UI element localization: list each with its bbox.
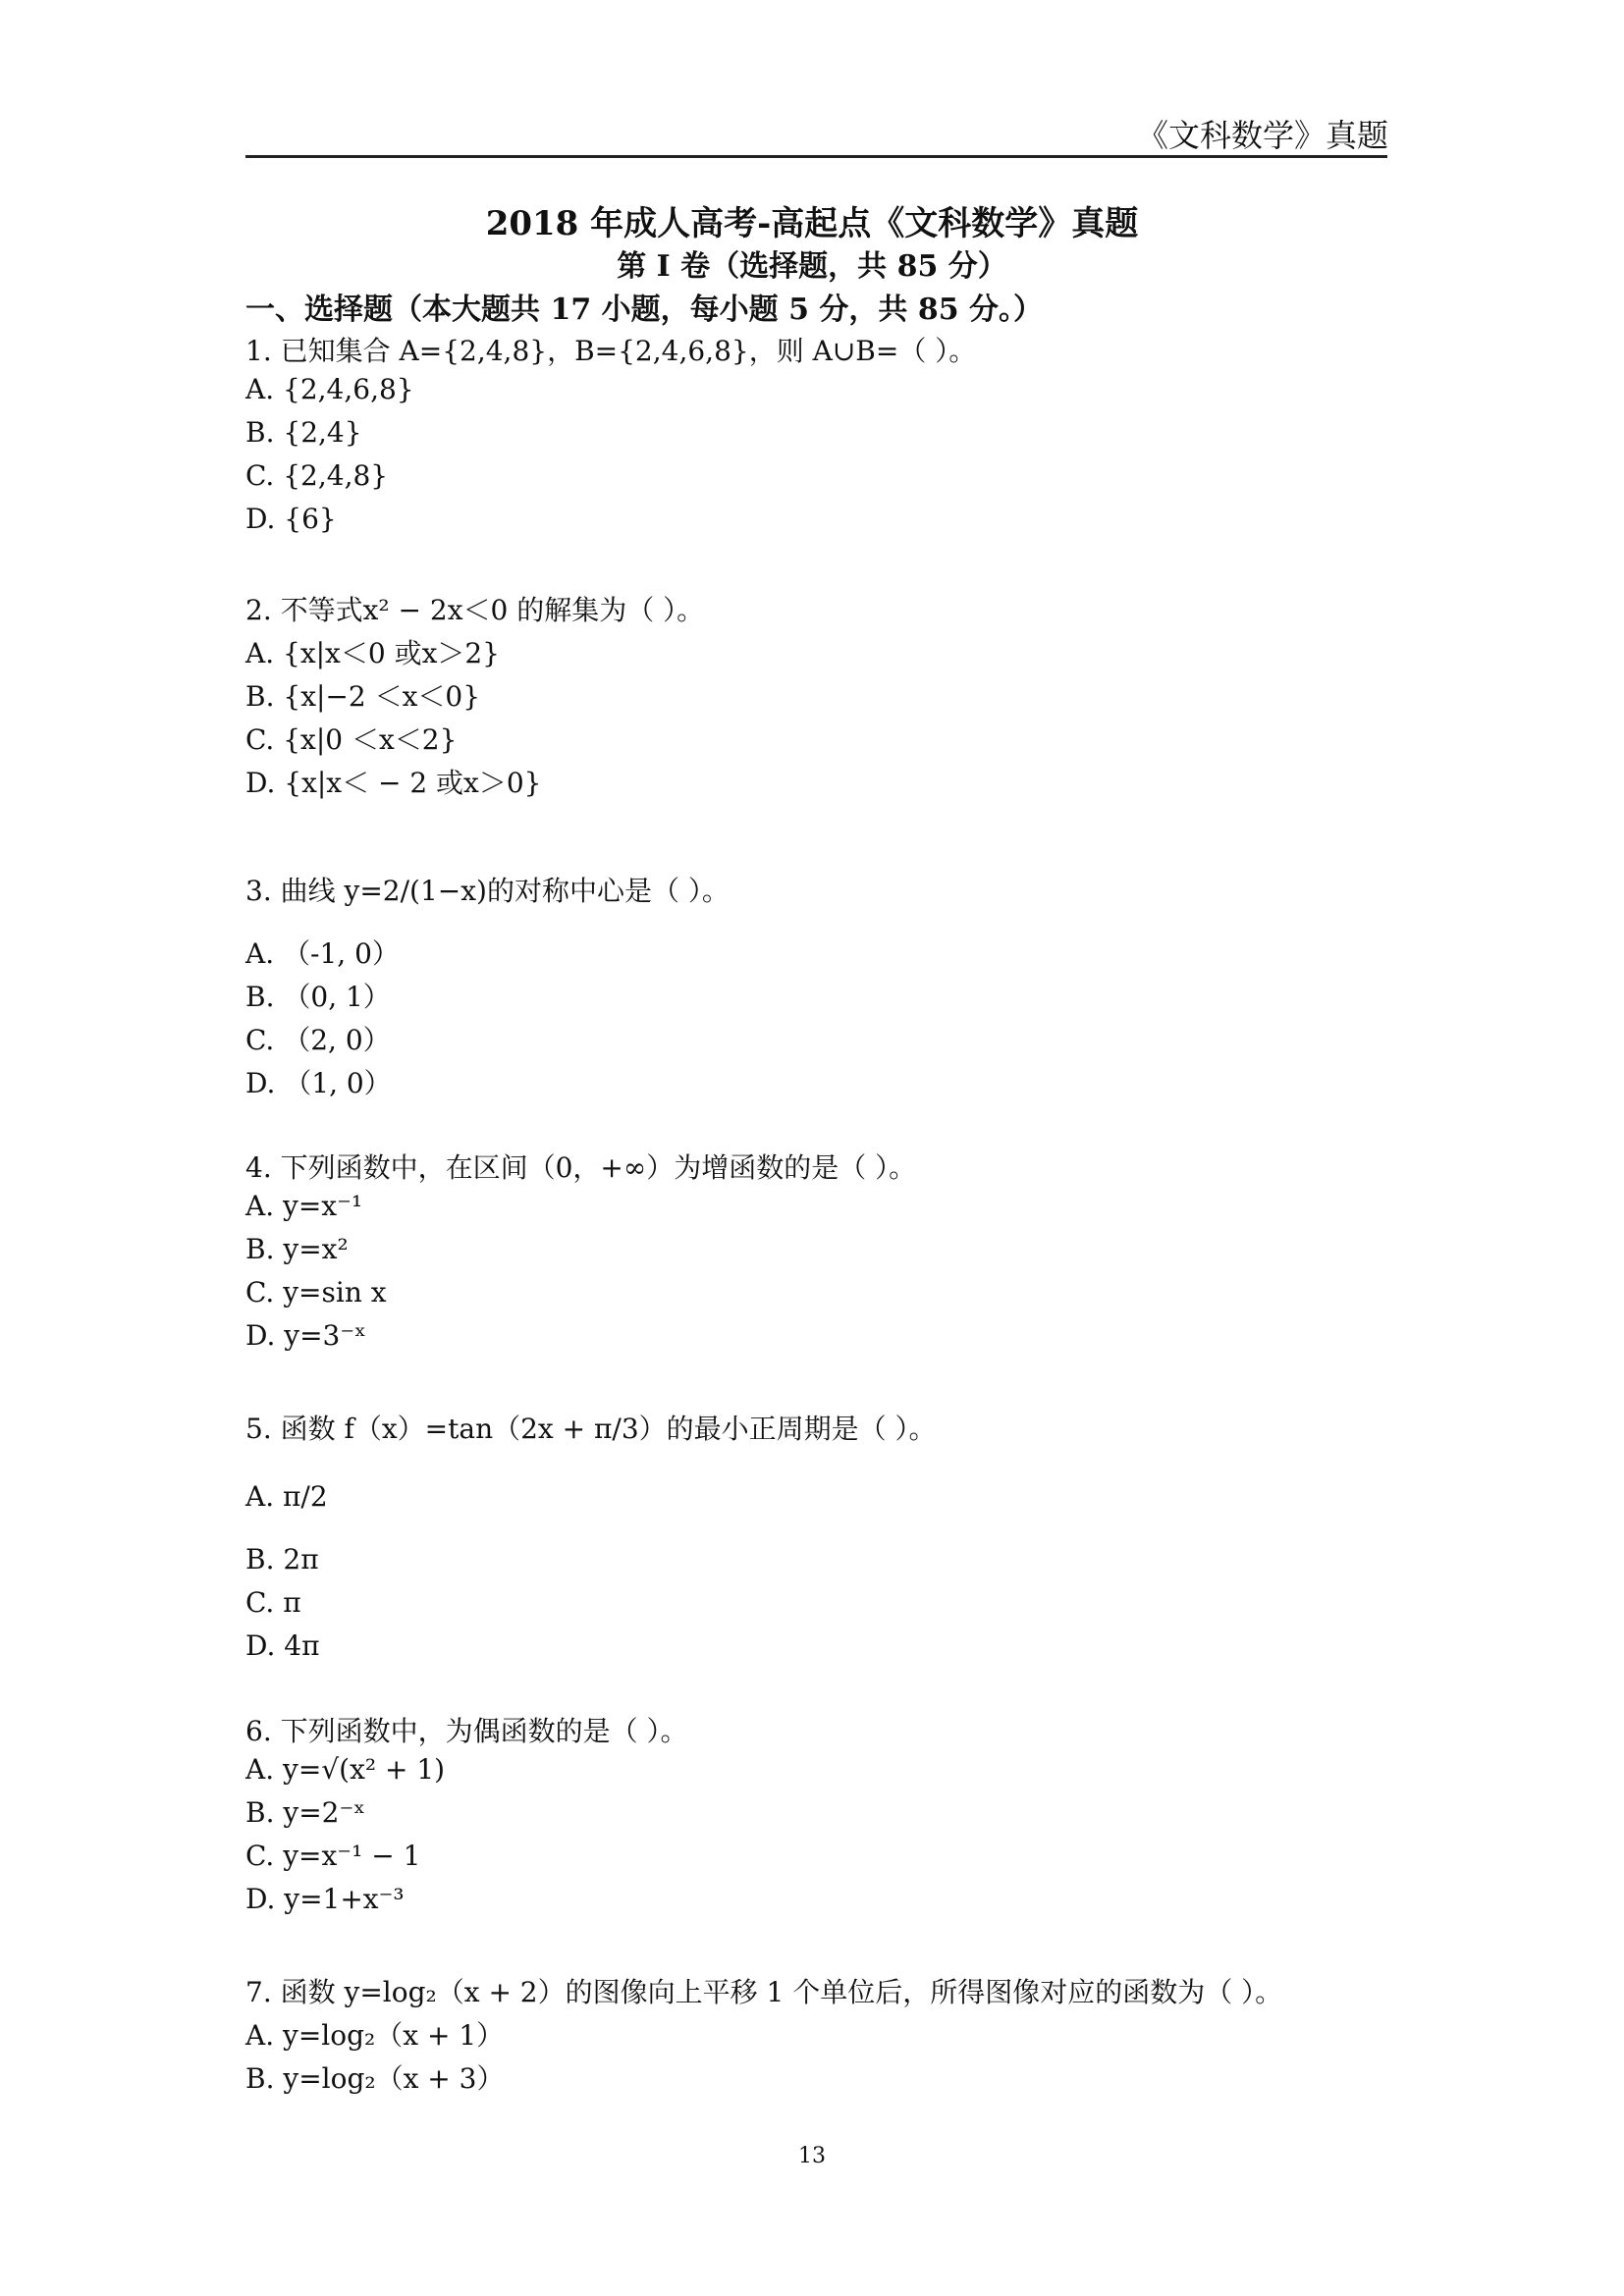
question-4-option-b: B. y=x² [245, 1233, 349, 1265]
question-2-option-b: B. {x|−2 ＜x＜0} [245, 680, 481, 713]
question-5-option-d: D. 4π [245, 1629, 320, 1662]
question-2-stem: 2. 不等式x² − 2x＜0 的解集为（ ）。 [245, 594, 705, 626]
section-heading: 一、选择题（本大题共 17 小题，每小题 5 分，共 85 分。） [245, 293, 1044, 327]
page-number: 13 [798, 2144, 826, 2168]
question-5-option-a: A. π/2 [245, 1480, 328, 1513]
question-6-option-a: A. y=√(x² + 1) [245, 1753, 446, 1786]
document-title: 2018 年成人高考-高起点《文科数学》真题 [485, 204, 1139, 243]
question-6-option-b: B. y=2⁻ˣ [245, 1796, 366, 1829]
question-6-option-d: D. y=1+x⁻³ [245, 1883, 405, 1915]
document-subtitle: 第 I 卷（选择题，共 85 分） [617, 249, 1007, 284]
question-3-option-d: D. （1, 0） [245, 1067, 392, 1099]
question-4-stem: 4. 下列函数中，在区间（0，+∞）为增函数的是（ ）。 [245, 1151, 917, 1184]
question-3-stem: 3. 曲线 y=2/(1−x)的对称中心是（ ）。 [245, 875, 730, 907]
question-5-option-b: B. 2π [245, 1543, 319, 1575]
question-6-stem: 6. 下列函数中，为偶函数的是（ ）。 [245, 1715, 688, 1747]
question-1-option-a: A. {2,4,6,8} [245, 373, 414, 405]
question-7-option-a: A. y=log₂（x + 1） [245, 2019, 505, 2052]
question-4-option-a: A. y=x⁻¹ [245, 1190, 363, 1222]
question-5-stem: 5. 函数 f（x）=tan（2x + π/3）的最小正周期是（ ）。 [245, 1413, 937, 1445]
question-7-stem: 7. 函数 y=log₂（x + 2）的图像向上平移 1 个单位后，所得图像对应的函数为（ ）。 [245, 1976, 1283, 2008]
question-2-option-a: A. {x|x＜0 或x＞2} [245, 637, 500, 669]
question-2-option-c: C. {x|0 ＜x＜2} [245, 723, 458, 756]
question-5-option-c: C. π [245, 1586, 301, 1619]
question-1-option-b: B. {2,4} [245, 416, 362, 449]
question-3-option-a: A. （-1, 0） [245, 937, 400, 970]
header-rule [245, 155, 1387, 158]
question-4-option-c: C. y=sin x [245, 1276, 387, 1308]
question-6-option-c: C. y=x⁻¹ − 1 [245, 1840, 421, 1872]
question-1-stem: 1. 已知集合 A={2,4,8}，B={2,4,6,8}，则 A∪B=（ ）。 [245, 335, 977, 367]
header-title: 《文科数学》真题 [1136, 117, 1388, 154]
question-1-option-d: D. {6} [245, 503, 337, 535]
question-7-option-b: B. y=log₂（x + 3） [245, 2062, 505, 2095]
question-2-option-d: D. {x|x＜ − 2 或x＞0} [245, 767, 542, 799]
question-3-option-c: C. （2, 0） [245, 1024, 391, 1056]
question-1-option-c: C. {2,4,8} [245, 459, 389, 492]
question-3-option-b: B. （0, 1） [245, 981, 391, 1013]
question-4-option-d: D. y=3⁻ˣ [245, 1319, 366, 1352]
